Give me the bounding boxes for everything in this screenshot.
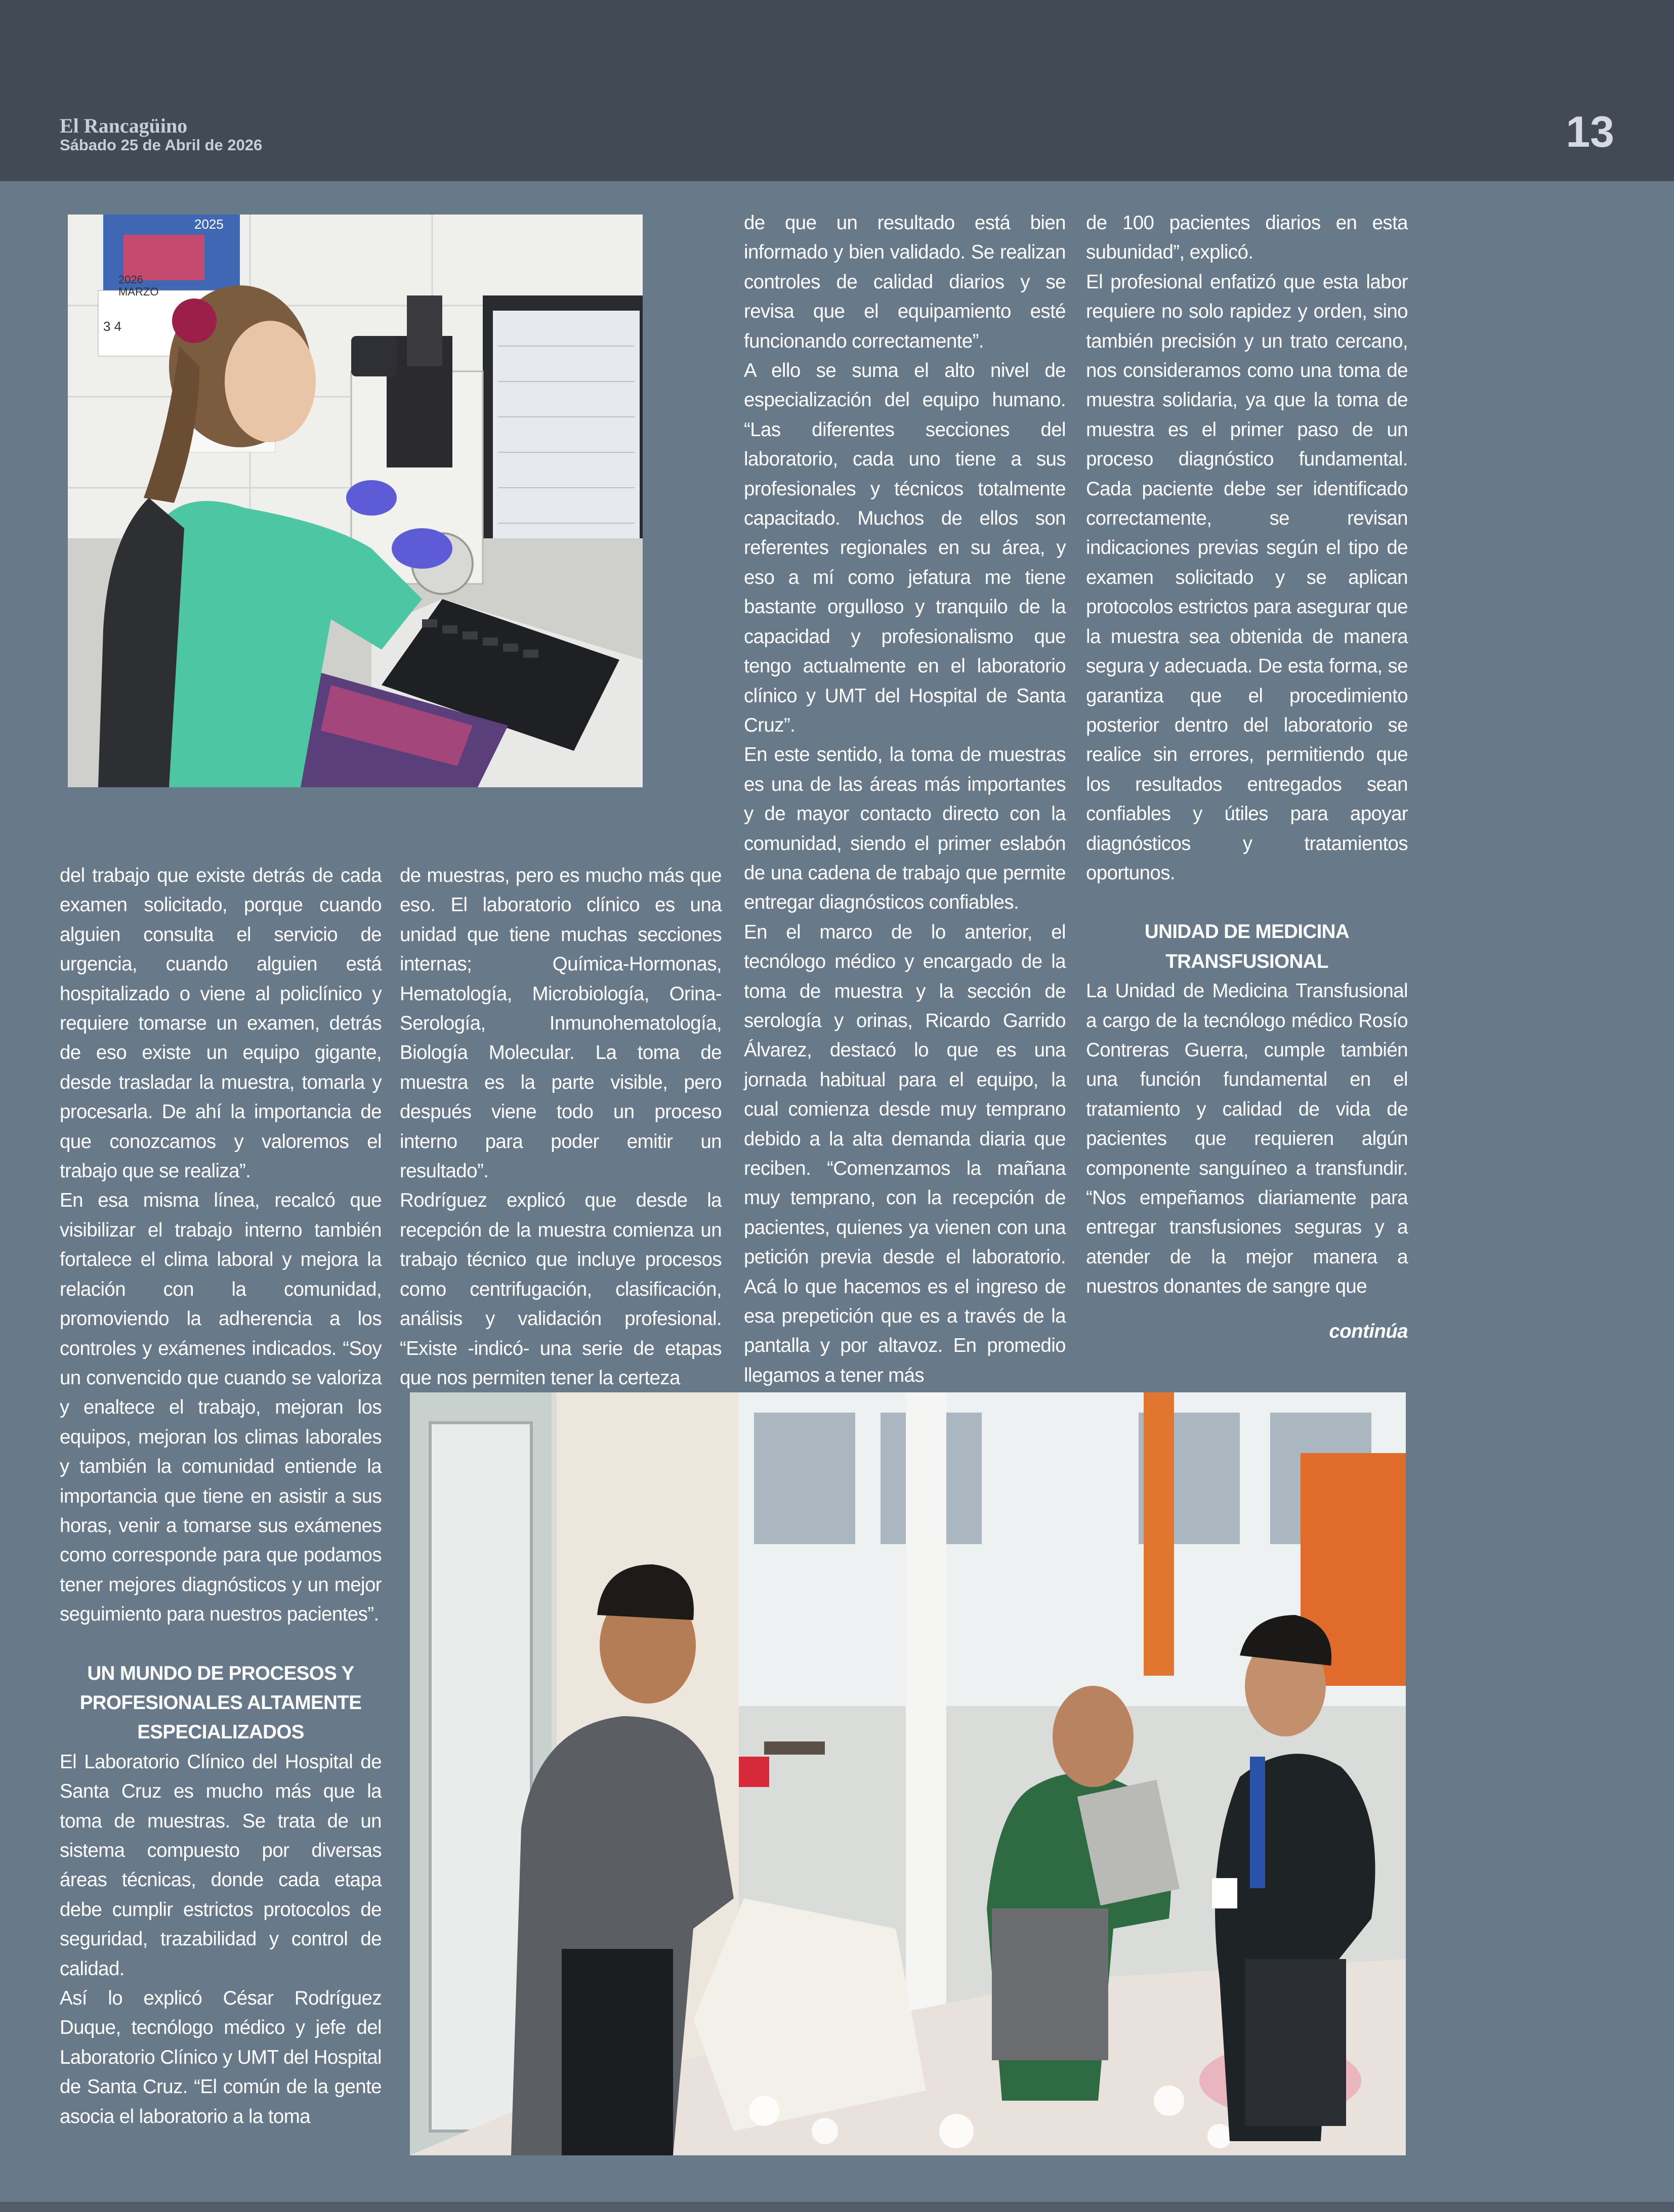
paragraph: El Laboratorio Clínico del Hospital de Santa Cruz es mucho más que la toma de muestras. Se trata de un sistema compuesto por diversas áreas técnicas, donde cada etapa debe cumplir estrictos protocolos de seguridad, trazabilidad y control de calidad. [60, 1751, 382, 1980]
lab-photo [68, 215, 643, 787]
page-number: 13 [1566, 108, 1614, 156]
subheading-procesos: UN MUNDO DE PROCESOS Y PROFESIONALES ALTAMENTE ESPECIALIZADOS [79, 1662, 362, 1743]
paragraph: A ello se suma el alto nivel de especialización del equipo humano. “Las diferentes secciones del laboratorio, cada uno tiene a sus profesionales y técnicos totalmente capacitado. Muchos de ellos son referentes regionales en su área, y eso a mí como jefatura me tiene bastante orgulloso y tranquilo de la capacidad y profesionalismo que tengo actualmente en el laboratorio clínico y UMT del Hospital de Santa Cruz”. [744, 360, 1066, 736]
paragraph: de muestras, pero es mucho más que eso. El laboratorio clínico es una unidad que tiene muchas secciones internas; Química-Hormonas, Hematología, Microbiología, Orina-Serología, Inmunohematología, Biología Molecular. La toma de muestra es la parte visible, pero después viene todo un proceso interno para poder emitir un resultado”. [400, 865, 722, 1182]
construction-photo [410, 1392, 1406, 2155]
paragraph: En este sentido, la toma de muestras es una de las áreas más importantes y de mayor contacto directo con la comunidad, siendo el primer eslabón de una cadena de trabajo que permite entregar diagnósticos confiables. [744, 744, 1066, 914]
paragraph: La Unidad de Medicina Transfusional a cargo de la tecnólogo médico Rosío Contreras Guerra, cumple también una función fundamental en el tratamiento y calidad de vida de pacientes que requieren algún componente sanguíneo a transfundir. “Nos empeñamos diariamente para entregar transfusiones seguras y a atender de la mejor manera a nuestros donantes de sangre que [1086, 980, 1408, 1298]
poster-year: 2025 [194, 217, 224, 232]
publication-date: Sábado 25 de Abril de 2026 [60, 136, 263, 154]
article-column-2 [400, 861, 722, 1393]
paragraph: El profesional enfatizó que esta labor requiere no solo rapidez y orden, sino también precisión y un trato cercano, nos consideramos como una toma de muestra solidaria, ya que la toma de muestra es el primer paso de un proceso diagnóstico fundamental. Cada paciente debe ser identificado correctamente, se revisan indicaciones previas según el tipo de examen solicitado y se aplican protocolos estrictos para asegurar que la muestra sea obtenida de manera segura y adecuada. De esta forma, se garantiza que el procedimiento posterior dentro del laboratorio se realice sin errores, permitiendo que los resultados entregados sean confiables y útiles para apoyar diagnósticos y tratamientos oportunos. [1086, 271, 1408, 884]
footer-rule [0, 2202, 1674, 2212]
paragraph: Rodríguez explicó que desde la recepción de la muestra comienza un trabajo técnico que incluye procesos como centrifugación, clasificación, análisis y validación profesional. “Existe -indicó- una serie de etapas que nos permiten tener la certeza [400, 1189, 722, 1389]
construction-photo-icon [410, 1392, 1406, 2155]
svg-text:MARZO: MARZO [118, 285, 159, 298]
paragraph: del trabajo que existe detrás de cada examen solicitado, porque cuando alguien consulta el servicio de urgencia, cuando alguien está hospitalizado o viene al policlínico y requiere tomarse un examen, detrás de eso existe un equipo gigante, desde trasladar la muestra, tomarla y procesarla. De ahí la importancia de que conozcamos y valoremos el trabajo que se realiza”. [60, 865, 382, 1182]
masthead: El Rancagüino [60, 114, 188, 137]
svg-text:3 4: 3 4 [103, 319, 122, 334]
article-column-4 [1086, 208, 1408, 1346]
paragraph: de que un resultado está bien informado y bien validado. Se realizan controles de calidad diarios y se revisa que el equipamiento esté funcionando correctamente”. [744, 212, 1066, 352]
continues-label: continúa [1329, 1320, 1408, 1342]
article-column-3 [744, 208, 1066, 1390]
paragraph: En el marco de lo anterior, el tecnólogo médico y encargado de la toma de muestra y la sección de serología y orinas, Ricardo Garrido Álvarez, destacó lo que es una jornada habitual para el equipo, la cual comienza desde muy temprano debido a la alta demanda diaria que reciben. “Comenzamos la mañana muy temprano, con la recepción de pacientes, quienes ya vienen con una petición previa desde el laboratorio. Acá lo que hacemos es el ingreso de esa prepetición que es a través de la pantalla y por altavoz. En promedio llegamos a tener más [744, 921, 1066, 1386]
paragraph: Así lo explicó César Rodríguez Duque, tecnólogo médico y jefe del Laboratorio Clínico y UMT del Hospital de Santa Cruz. “El común de la gente asocia el laboratorio a la toma [60, 1987, 382, 2128]
paragraph: de 100 pacientes diarios en esta subunidad”, explicó. [1086, 212, 1408, 264]
subheading-transfusional: UNIDAD DE MEDICINA TRANSFUSIONAL [1144, 921, 1350, 972]
microscope-photo-icon [68, 215, 643, 787]
svg-text:2026: 2026 [118, 273, 143, 286]
page-header [0, 0, 1674, 181]
paragraph: En esa misma línea, recalcó que visibilizar el trabajo interno también fortalece el clima laboral y mejora la relación con la comunidad, promoviendo la adherencia a los controles y exámenes indicados. “Soy un convencido que cuando se valoriza y enaltece el trabajo, mejoran los equipos, mejoran los climas laborales y también la comunidad entiende la importancia que tiene en asistir a sus horas, venir a tomarse sus exámenes como corresponde para que podamos tener mejores diagnósticos y un mejor seguimiento para nuestros pacientes”. [60, 1189, 382, 1626]
article-column-1 [60, 861, 382, 2132]
